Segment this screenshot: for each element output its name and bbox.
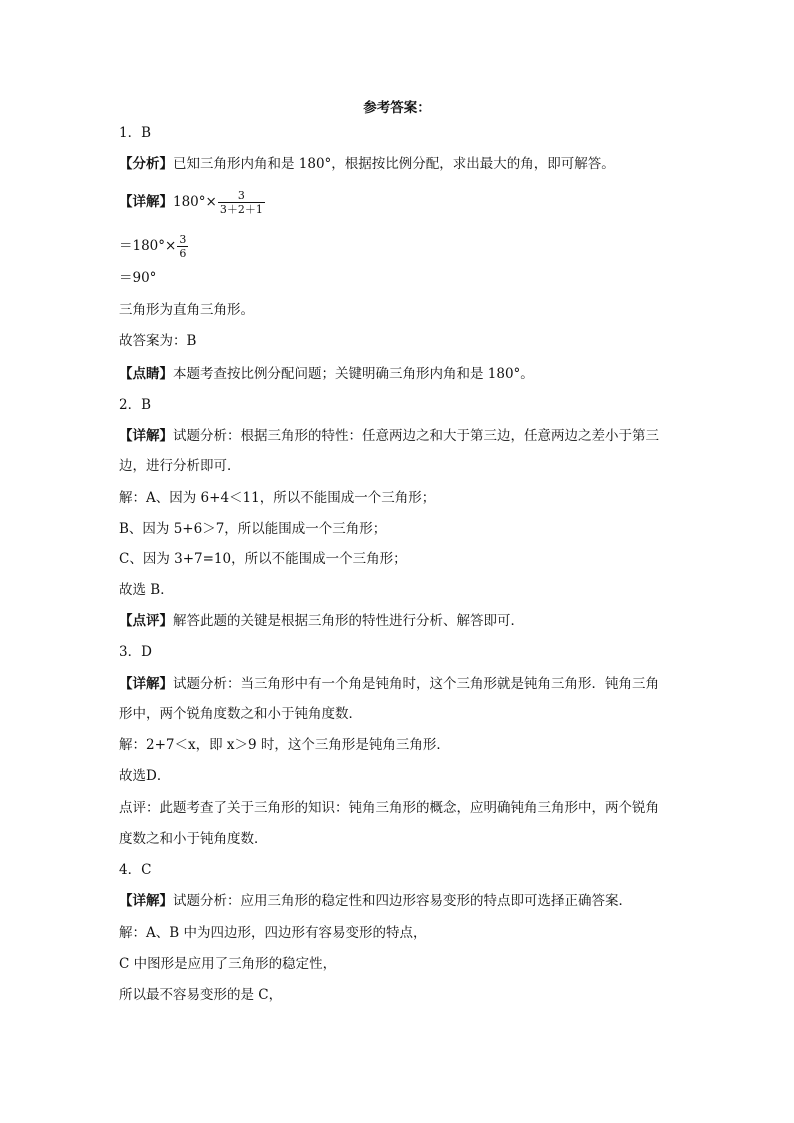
q1-analysis [119,154,615,174]
q1-step2-prefix: ＝180°× [119,238,177,254]
q4-detail-tag: 【详解】 [119,893,173,909]
q3-comment-1: 点评：此题考查了关于三角形的知识：钝角三角形的概念，应明确钝角三角形中，两个锐角 [119,800,659,816]
page-title: 参考答案： [363,100,431,116]
q1-fraction-1 [218,189,265,216]
q4-detail-text: 试题分析：应用三角形的稳定性和四边形容易变形的特点即可选择正确答案． [173,893,632,909]
q2-comment-tag: 【点评】 [119,613,173,629]
q3-solution-1: 解：2+7＜x，即 x＞9 时，这个三角形是钝角三角形． [119,737,450,753]
q1-analysis-tag: 【分析】 [119,156,173,172]
q1-detail-step1 [119,189,266,216]
q1-detail-tag: 【详解】 [119,194,173,210]
q1-fraction-1-numerator: 3 [237,189,245,202]
q1-step3: ＝90° [119,270,157,286]
q3-detail [119,674,659,694]
q2-solution-1: 解：A、因为 6+4＜11，所以不能围成一个三角形； [119,490,436,506]
q2-comment [119,611,524,631]
q3-answer: 故选D． [119,768,171,784]
q1-answer: 故答案为：B [119,333,197,349]
q1-step1-prefix: 180°× [173,194,217,210]
q4-number: 4．C [119,862,152,878]
q2-detail-text-1: 试题分析：根据三角形的特性：任意两边之和大于第三边，任意两边之差小于第三 [173,428,659,444]
q1-number: 1．B [119,125,152,141]
q1-fraction-2 [177,233,188,260]
q3-detail-tag: 【详解】 [119,676,173,692]
q3-number: 3．D [119,644,152,660]
q3-detail-text-2: 形中，两个锐角度数之和小于钝角度数． [119,706,362,722]
q2-solution-2: B、因为 5+6＞7，所以能围成一个三角形； [119,521,387,537]
q1-fraction-2-numerator: 3 [179,233,187,246]
q1-conclusion: 三角形为直角三角形。 [119,302,254,318]
q1-analysis-text: 已知三角形内角和是 180°，根据按比例分配，求出最大的角，即可解答。 [173,156,615,172]
q1-comment-tag: 【点睛】 [119,366,173,382]
q4-solution-1: 解：A、B 中为四边形，四边形有容易变形的特点， [119,925,427,941]
q3-detail-text-1: 试题分析：当三角形中有一个角是钝角时，这个三角形就是钝角三角形．钝角三角 [173,676,659,692]
q1-fraction-1-denominator: 3＋2＋1 [219,203,263,216]
q3-comment-2: 度数之和小于钝角度数． [119,831,268,847]
q1-comment-text: 本题考查按比例分配问题；关键明确三角形内角和是 180°。 [173,366,534,382]
q2-answer: 故选 B． [119,582,174,598]
q2-detail-text-2: 边，进行分析即可． [119,458,241,474]
q4-solution-3: 所以最不容易变形的是 C， [119,987,283,1003]
q2-detail [119,426,659,446]
q2-number: 2．B [119,397,152,413]
q2-solution-3: C、因为 3+7=10，所以不能围成一个三角形； [119,551,407,567]
q1-fraction-2-denominator: 6 [179,247,187,260]
q1-detail-step2 [119,233,189,260]
q2-detail-tag: 【详解】 [119,428,173,444]
q4-solution-2: C 中图形是应用了三角形的稳定性， [119,956,337,972]
q1-comment [119,364,534,384]
q2-comment-text: 解答此题的关键是根据三角形的特性进行分析、解答即可． [173,613,524,629]
q4-detail [119,891,632,911]
